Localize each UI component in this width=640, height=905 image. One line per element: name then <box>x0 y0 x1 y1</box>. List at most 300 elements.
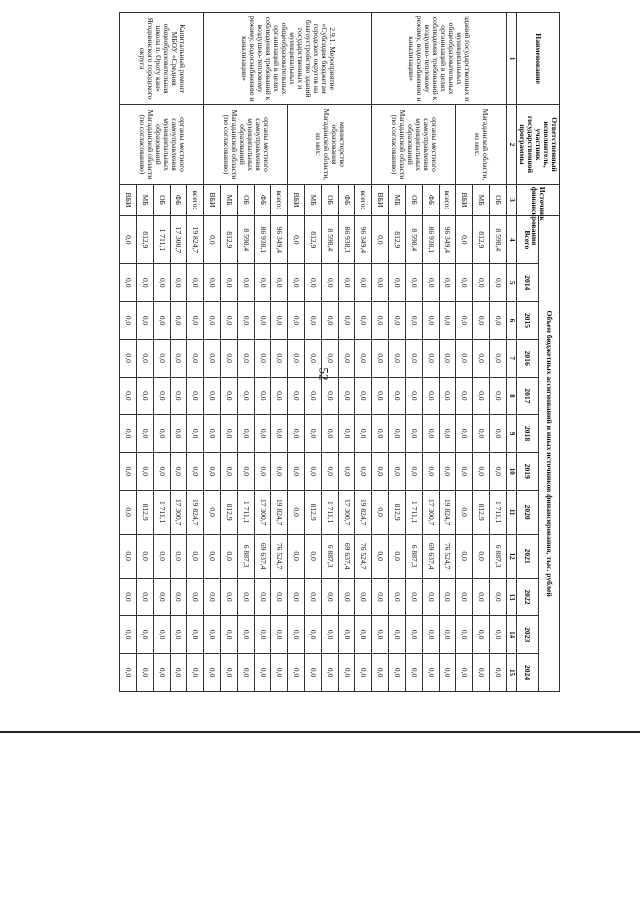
cell-year-value: 0,0 <box>221 654 238 692</box>
cell-year-value: 0,0 <box>372 452 389 490</box>
cell-year-value: 0,0 <box>271 264 288 302</box>
cell-source: ВБИ <box>204 184 221 215</box>
cell-total: 0,0 <box>372 216 389 264</box>
header-year: 2014 <box>517 264 538 302</box>
cell-source: ОБ <box>405 184 422 215</box>
cell-year-value: 0,0 <box>490 339 507 377</box>
table-row <box>187 13 204 692</box>
cell-year-value: 0,0 <box>422 578 439 616</box>
cell-year-value: 0,0 <box>372 302 389 340</box>
cell-year-value: 0,0 <box>305 339 322 377</box>
header-name: Наименование <box>517 13 560 105</box>
cell-year-value: 1 711,1 <box>237 490 254 534</box>
cell-year-value: 0,0 <box>490 654 507 692</box>
page-number: 52 <box>316 367 332 381</box>
cell-year-value: 0,0 <box>355 616 372 654</box>
cell-year-value: 0,0 <box>153 415 170 453</box>
cell-source: ФБ <box>170 184 187 215</box>
cell-year-value: 0,0 <box>490 264 507 302</box>
header-year: 2016 <box>517 339 538 377</box>
cell-year-value: 69 637,4 <box>422 534 439 578</box>
header-year: 2024 <box>517 654 538 692</box>
cell-year-value: 0,0 <box>321 616 338 654</box>
cell-year-value: 0,0 <box>221 534 238 578</box>
cell-year-value: 0,0 <box>271 302 288 340</box>
cell-year-value: 6 887,3 <box>237 534 254 578</box>
cell-year-value: 0,0 <box>389 578 406 616</box>
cell-year-value: 0,0 <box>439 377 456 415</box>
cell-year-value: 0,0 <box>237 264 254 302</box>
cell-year-value: 17 300,7 <box>422 490 439 534</box>
cell-year-value: 0,0 <box>254 452 271 490</box>
cell-year-value: 0,0 <box>288 490 305 534</box>
cell-year-value: 0,0 <box>120 654 137 692</box>
cell-total: 812,9 <box>305 216 322 264</box>
cell-total: 96 349,4 <box>355 216 372 264</box>
cell-year-value: 0,0 <box>136 654 153 692</box>
cell-year-value: 0,0 <box>271 377 288 415</box>
cell-year-value: 0,0 <box>254 616 271 654</box>
column-number: 5 <box>506 264 516 302</box>
cell-source: ОБ <box>237 184 254 215</box>
cell-year-value: 0,0 <box>136 578 153 616</box>
cell-year-value: 0,0 <box>237 339 254 377</box>
cell-year-value: 0,0 <box>204 490 221 534</box>
column-number: 14 <box>506 616 516 654</box>
cell-year-value: 0,0 <box>372 339 389 377</box>
cell-year-value: 0,0 <box>405 654 422 692</box>
cell-source: ВБИ <box>456 184 473 215</box>
cell-year-value: 0,0 <box>170 452 187 490</box>
cell-total: 1 711,1 <box>153 216 170 264</box>
cell-total: 812,9 <box>136 216 153 264</box>
cell-total: 8 598,4 <box>237 216 254 264</box>
cell-year-value: 1 711,1 <box>321 490 338 534</box>
cell-year-value: 812,9 <box>389 490 406 534</box>
cell-year-value: 0,0 <box>271 415 288 453</box>
cell-year-value: 0,0 <box>237 415 254 453</box>
cell-year-value: 0,0 <box>136 302 153 340</box>
cell-year-value: 0,0 <box>439 452 456 490</box>
cell-year-value: 0,0 <box>338 302 355 340</box>
cell-year-value: 0,0 <box>221 578 238 616</box>
cell-year-value: 0,0 <box>338 654 355 692</box>
header-year: 2017 <box>517 377 538 415</box>
cell-total: 8 598,4 <box>490 216 507 264</box>
cell-year-value: 76 524,7 <box>439 534 456 578</box>
cell-year-value: 0,0 <box>120 534 137 578</box>
cell-year-value: 0,0 <box>254 339 271 377</box>
cell-year-value: 0,0 <box>221 264 238 302</box>
cell-year-value: 812,9 <box>473 490 490 534</box>
cell-year-value: 0,0 <box>221 616 238 654</box>
cell-year-value: 0,0 <box>422 616 439 654</box>
cell-year-value: 0,0 <box>473 578 490 616</box>
cell-year-value: 0,0 <box>237 377 254 415</box>
cell-year-value: 0,0 <box>473 302 490 340</box>
cell-year-value: 0,0 <box>153 578 170 616</box>
column-number: 13 <box>506 578 516 616</box>
cell-year-value: 0,0 <box>389 452 406 490</box>
cell-year-value: 0,0 <box>288 534 305 578</box>
cell-year-value: 0,0 <box>170 616 187 654</box>
column-number: 15 <box>506 654 516 692</box>
cell-year-value: 0,0 <box>120 490 137 534</box>
cell-year-value: 0,0 <box>456 302 473 340</box>
cell-year-value: 0,0 <box>355 452 372 490</box>
cell-executor: органы местного самоуправления муниципальных образований Магаданской области (по согласованию) <box>372 105 456 185</box>
cell-year-value: 0,0 <box>120 302 137 340</box>
cell-year-value: 0,0 <box>473 264 490 302</box>
cell-year-value: 0,0 <box>372 654 389 692</box>
cell-year-value: 0,0 <box>204 415 221 453</box>
column-number: 8 <box>506 377 516 415</box>
cell-year-value: 0,0 <box>170 415 187 453</box>
cell-year-value: 0,0 <box>456 377 473 415</box>
cell-year-value: 0,0 <box>288 452 305 490</box>
cell-year-value: 0,0 <box>338 452 355 490</box>
header-year: 2019 <box>517 452 538 490</box>
cell-total: 86 938,1 <box>254 216 271 264</box>
cell-year-value: 0,0 <box>136 377 153 415</box>
header-year: 2015 <box>517 302 538 340</box>
cell-year-value: 0,0 <box>372 415 389 453</box>
cell-year-value: 0,0 <box>439 264 456 302</box>
cell-year-value: 0,0 <box>456 264 473 302</box>
cell-year-value: 0,0 <box>321 339 338 377</box>
cell-year-value: 0,0 <box>288 339 305 377</box>
cell-year-value: 0,0 <box>288 415 305 453</box>
cell-year-value: 0,0 <box>204 339 221 377</box>
cell-source: ФБ <box>338 184 355 215</box>
cell-source: МБ <box>221 184 238 215</box>
cell-year-value: 0,0 <box>321 452 338 490</box>
cell-year-value: 0,0 <box>204 616 221 654</box>
cell-year-value: 0,0 <box>288 302 305 340</box>
header-volume: Объем бюджетных ассигнований и иных источников финансирования, тыс. рублей <box>538 216 559 692</box>
cell-year-value: 0,0 <box>153 654 170 692</box>
cell-year-value: 0,0 <box>120 616 137 654</box>
cell-year-value: 0,0 <box>288 264 305 302</box>
cell-year-value: 0,0 <box>153 377 170 415</box>
cell-year-value: 0,0 <box>389 616 406 654</box>
cell-year-value: 0,0 <box>170 377 187 415</box>
budget-table <box>119 12 560 692</box>
cell-year-value: 0,0 <box>187 578 204 616</box>
cell-year-value: 0,0 <box>321 654 338 692</box>
cell-year-value: 0,0 <box>389 654 406 692</box>
cell-year-value: 0,0 <box>221 452 238 490</box>
cell-year-value: 0,0 <box>221 339 238 377</box>
cell-year-value: 0,0 <box>187 339 204 377</box>
header-year: 2023 <box>517 616 538 654</box>
column-number: 6 <box>506 302 516 340</box>
cell-year-value: 0,0 <box>271 654 288 692</box>
cell-year-value: 0,0 <box>405 302 422 340</box>
cell-year-value: 0,0 <box>389 302 406 340</box>
cell-year-value: 0,0 <box>355 654 372 692</box>
cell-year-value: 0,0 <box>422 264 439 302</box>
cell-year-value: 0,0 <box>237 578 254 616</box>
cell-year-value: 0,0 <box>405 415 422 453</box>
cell-year-value: 0,0 <box>204 377 221 415</box>
cell-year-value: 0,0 <box>136 339 153 377</box>
cell-year-value: 0,0 <box>389 415 406 453</box>
cell-year-value: 0,0 <box>187 377 204 415</box>
cell-source: МБ <box>305 184 322 215</box>
cell-year-value: 0,0 <box>473 654 490 692</box>
cell-year-value: 0,0 <box>456 534 473 578</box>
cell-year-value: 0,0 <box>187 534 204 578</box>
cell-year-value: 0,0 <box>170 264 187 302</box>
cell-source: ВБИ <box>372 184 389 215</box>
cell-total: 96 349,4 <box>439 216 456 264</box>
cell-year-value: 0,0 <box>372 377 389 415</box>
cell-year-value: 0,0 <box>204 578 221 616</box>
cell-year-value: 0,0 <box>305 616 322 654</box>
cell-total: 96 349,4 <box>271 216 288 264</box>
cell-year-value: 0,0 <box>338 616 355 654</box>
cell-total: 812,9 <box>221 216 238 264</box>
cell-year-value: 0,0 <box>136 616 153 654</box>
cell-year-value: 6 887,3 <box>405 534 422 578</box>
cell-total: 86 938,1 <box>338 216 355 264</box>
cell-year-value: 0,0 <box>170 578 187 616</box>
cell-year-value: 19 824,7 <box>355 490 372 534</box>
cell-year-value: 0,0 <box>355 339 372 377</box>
cell-year-value: 0,0 <box>271 339 288 377</box>
cell-year-value: 0,0 <box>405 377 422 415</box>
cell-year-value: 0,0 <box>120 452 137 490</box>
cell-year-value: 0,0 <box>120 578 137 616</box>
cell-year-value: 0,0 <box>439 616 456 654</box>
cell-year-value: 0,0 <box>237 654 254 692</box>
cell-executor: Магаданской области, из них: <box>456 105 506 185</box>
cell-year-value: 0,0 <box>153 534 170 578</box>
cell-total: 812,9 <box>473 216 490 264</box>
cell-source: всего: <box>271 184 288 215</box>
cell-source: ФБ <box>254 184 271 215</box>
cell-year-value: 1 711,1 <box>153 490 170 534</box>
cell-year-value: 0,0 <box>271 616 288 654</box>
cell-year-value: 0,0 <box>355 578 372 616</box>
cell-year-value: 0,0 <box>120 377 137 415</box>
cell-year-value: 69 637,4 <box>254 534 271 578</box>
cell-year-value: 0,0 <box>456 578 473 616</box>
cell-source: ОБ <box>490 184 507 215</box>
cell-year-value: 0,0 <box>153 264 170 302</box>
cell-year-value: 0,0 <box>405 264 422 302</box>
cell-executor: органы местного самоуправления муниципальных образований Магаданской области (по согласованию) <box>204 105 288 185</box>
cell-year-value: 0,0 <box>321 377 338 415</box>
cell-source: МБ <box>389 184 406 215</box>
cell-year-value: 1 711,1 <box>405 490 422 534</box>
header-year: 2020 <box>517 490 538 534</box>
column-number: 1 <box>506 13 516 105</box>
cell-year-value: 0,0 <box>254 415 271 453</box>
cell-year-value: 0,0 <box>372 264 389 302</box>
cell-year-value: 0,0 <box>355 264 372 302</box>
table-row <box>439 13 456 692</box>
cell-year-value: 0,0 <box>338 264 355 302</box>
cell-year-value: 0,0 <box>372 578 389 616</box>
column-number: 9 <box>506 415 516 453</box>
cell-year-value: 19 824,7 <box>187 490 204 534</box>
cell-year-value: 0,0 <box>305 377 322 415</box>
cell-year-value: 0,0 <box>405 616 422 654</box>
cell-year-value: 0,0 <box>305 452 322 490</box>
table-row <box>271 13 288 692</box>
cell-year-value: 0,0 <box>136 415 153 453</box>
cell-year-value: 0,0 <box>254 377 271 415</box>
cell-source: ОБ <box>153 184 170 215</box>
cell-year-value: 0,0 <box>389 534 406 578</box>
cell-year-value: 0,0 <box>473 616 490 654</box>
cell-year-value: 0,0 <box>422 415 439 453</box>
column-number: 10 <box>506 452 516 490</box>
cell-year-value: 0,0 <box>136 452 153 490</box>
cell-year-value: 812,9 <box>221 490 238 534</box>
cell-source: ОБ <box>321 184 338 215</box>
cell-measure-name: 2.9.1. Мероприятие «Субсидия бюджетам городских округов на благоустройство зданий государственных и муниципальных общеобразовательных организаций в целях соблюдения требований к воздушно-тепловому режиму, водоснабжению и канализации» <box>204 13 372 105</box>
cell-year-value: 0,0 <box>473 452 490 490</box>
header-executor: Ответственный исполнитель, участник государственной программы <box>517 105 560 185</box>
cell-executor: министерство образования Магаданской области, из них: <box>288 105 372 185</box>
column-number: 12 <box>506 534 516 578</box>
cell-year-value: 0,0 <box>422 452 439 490</box>
cell-year-value: 0,0 <box>254 264 271 302</box>
cell-year-value: 0,0 <box>288 616 305 654</box>
cell-year-value: 0,0 <box>120 415 137 453</box>
cell-year-value: 0,0 <box>389 377 406 415</box>
rotated-table-page <box>124 12 560 692</box>
cell-year-value: 0,0 <box>187 302 204 340</box>
cell-year-value: 812,9 <box>136 490 153 534</box>
cell-year-value: 0,0 <box>237 452 254 490</box>
header-source: Источник финансирования <box>517 184 560 215</box>
cell-year-value: 0,0 <box>153 452 170 490</box>
cell-year-value: 76 524,7 <box>355 534 372 578</box>
cell-year-value: 0,0 <box>338 377 355 415</box>
cell-total: 0,0 <box>456 216 473 264</box>
cell-year-value: 0,0 <box>490 415 507 453</box>
cell-year-value: 812,9 <box>305 490 322 534</box>
cell-year-value: 0,0 <box>372 490 389 534</box>
cell-year-value: 0,0 <box>422 339 439 377</box>
cell-year-value: 0,0 <box>439 654 456 692</box>
cell-source: ВБИ <box>120 184 137 215</box>
cell-year-value: 0,0 <box>372 616 389 654</box>
cell-year-value: 0,0 <box>355 302 372 340</box>
cell-total: 19 824,7 <box>187 216 204 264</box>
cell-year-value: 69 637,4 <box>338 534 355 578</box>
cell-year-value: 0,0 <box>473 377 490 415</box>
cell-year-value: 0,0 <box>288 578 305 616</box>
cell-source: всего: <box>439 184 456 215</box>
cell-year-value: 19 824,7 <box>271 490 288 534</box>
cell-total: 812,9 <box>389 216 406 264</box>
cell-year-value: 0,0 <box>490 377 507 415</box>
cell-year-value: 0,0 <box>254 578 271 616</box>
cell-year-value: 6 887,3 <box>321 534 338 578</box>
cell-year-value: 0,0 <box>490 452 507 490</box>
cell-year-value: 0,0 <box>305 534 322 578</box>
cell-year-value: 0,0 <box>187 264 204 302</box>
cell-year-value: 0,0 <box>204 264 221 302</box>
cell-source: МБ <box>473 184 490 215</box>
cell-year-value: 0,0 <box>439 578 456 616</box>
cell-year-value: 0,0 <box>473 339 490 377</box>
cell-total: 8 598,4 <box>321 216 338 264</box>
table-row <box>490 13 507 692</box>
footer-rule <box>0 731 640 733</box>
cell-year-value: 17 300,7 <box>254 490 271 534</box>
cell-year-value: 0,0 <box>372 534 389 578</box>
cell-source: всего: <box>187 184 204 215</box>
cell-total: 17 300,7 <box>170 216 187 264</box>
cell-year-value: 0,0 <box>355 415 372 453</box>
cell-year-value: 0,0 <box>120 339 137 377</box>
cell-year-value: 0,0 <box>170 654 187 692</box>
cell-year-value: 0,0 <box>422 302 439 340</box>
cell-year-value: 0,0 <box>405 578 422 616</box>
column-number: 4 <box>506 216 516 264</box>
cell-year-value: 0,0 <box>170 534 187 578</box>
cell-year-value: 17 300,7 <box>170 490 187 534</box>
cell-year-value: 0,0 <box>254 654 271 692</box>
cell-year-value: 0,0 <box>305 415 322 453</box>
cell-year-value: 0,0 <box>153 302 170 340</box>
cell-year-value: 0,0 <box>405 452 422 490</box>
cell-total: 0,0 <box>120 216 137 264</box>
cell-year-value: 0,0 <box>204 654 221 692</box>
cell-year-value: 0,0 <box>136 534 153 578</box>
cell-year-value: 0,0 <box>405 339 422 377</box>
cell-year-value: 0,0 <box>473 415 490 453</box>
cell-year-value: 0,0 <box>204 534 221 578</box>
cell-year-value: 0,0 <box>456 654 473 692</box>
column-number: 11 <box>506 490 516 534</box>
cell-year-value: 0,0 <box>305 264 322 302</box>
cell-year-value: 0,0 <box>153 616 170 654</box>
cell-year-value: 0,0 <box>473 534 490 578</box>
cell-year-value: 0,0 <box>456 415 473 453</box>
cell-year-value: 0,0 <box>321 264 338 302</box>
cell-year-value: 0,0 <box>321 415 338 453</box>
table-row <box>355 13 372 692</box>
header-total: Всего <box>517 216 538 264</box>
cell-year-value: 0,0 <box>456 452 473 490</box>
cell-year-value: 6 887,3 <box>490 534 507 578</box>
header-year: 2018 <box>517 415 538 453</box>
cell-year-value: 0,0 <box>305 302 322 340</box>
cell-year-value: 0,0 <box>389 339 406 377</box>
column-number: 7 <box>506 339 516 377</box>
cell-measure-name: зданий государственных и муниципальных общеобразовательных организаций в целях соблюдения требований к воздушно-тепловому режиму, водоснабжению и канализации» <box>372 13 507 105</box>
cell-year-value: 0,0 <box>422 654 439 692</box>
cell-total: 8 598,4 <box>405 216 422 264</box>
cell-year-value: 0,0 <box>237 302 254 340</box>
cell-executor: органы местного самоуправления муниципальных образований Магаданской области (по согласованию) <box>120 105 204 185</box>
cell-year-value: 0,0 <box>338 578 355 616</box>
cell-year-value: 0,0 <box>439 339 456 377</box>
cell-year-value: 0,0 <box>204 452 221 490</box>
cell-year-value: 0,0 <box>321 578 338 616</box>
cell-year-value: 0,0 <box>355 377 372 415</box>
cell-year-value: 0,0 <box>187 654 204 692</box>
header-year: 2021 <box>517 534 538 578</box>
cell-year-value: 0,0 <box>187 616 204 654</box>
